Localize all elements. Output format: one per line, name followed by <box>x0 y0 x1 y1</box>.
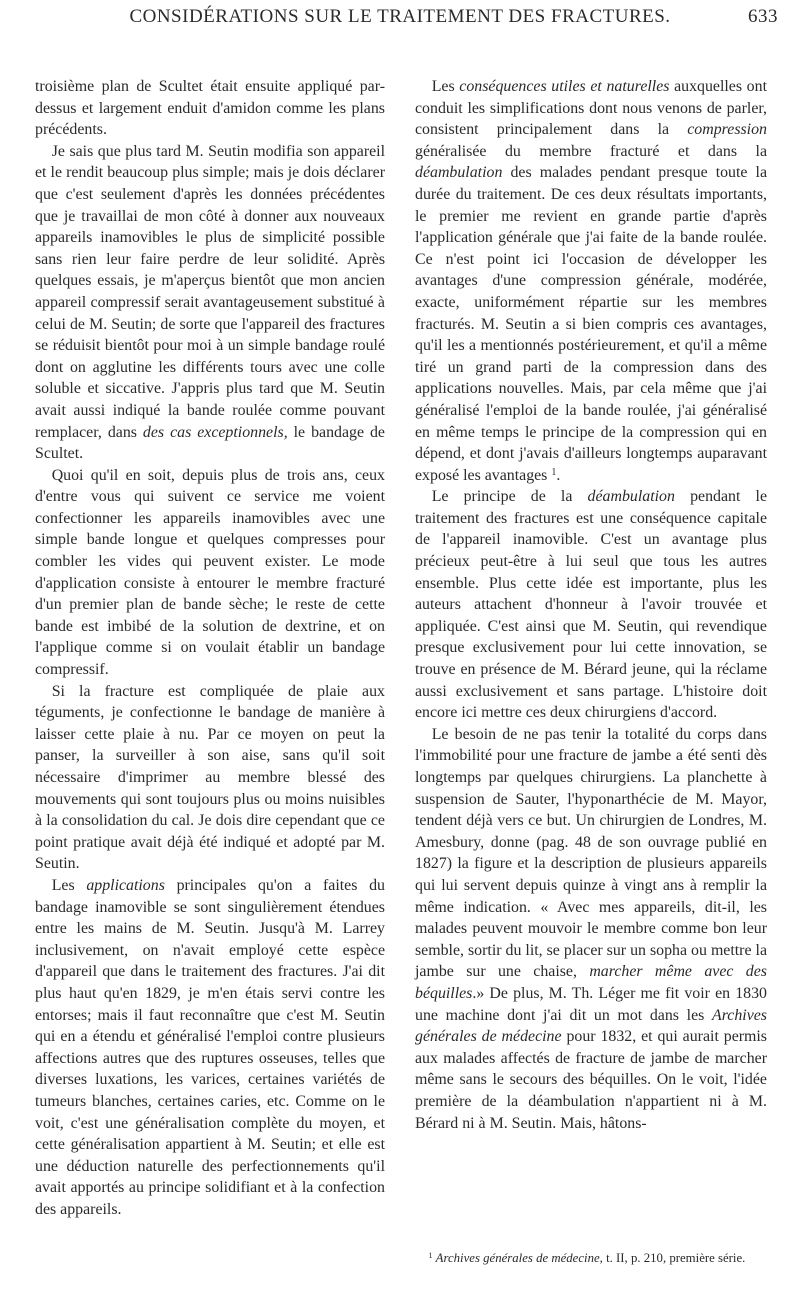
italic-text: Archives générales de médecine, <box>435 1251 603 1265</box>
paragraph-text: Quoi qu'il en soit, depuis plus de trois ans, ceux d'entre vous qui suivent ce service me voient confectionner les appareils inamovibles avec une simple bande longue et quelques compresses pour combler les vides qui peuvent exister. Le mode d'application consiste à entourer le membre fracturé d'un premier plan de bande sèche; le reste de cette bande est imbibé de la solution de dextrine, et on l'applique comme si on voulait établir un bandage compressif. <box>35 466 385 679</box>
page-number: 633 <box>748 6 778 27</box>
italic-text: marcher même avec des béquilles <box>415 963 767 1002</box>
paragraph-text: généralisée du membre fracturé et dans la <box>415 142 767 160</box>
paragraph-text: Je sais que plus tard M. Seutin modifia son appareil et le rendit beaucoup plus simple; mais je dois déclarer que c'est seulement d'après les données précédentes que je travaillai de mon côté à donner aux nouveaux appareils inamovibles le plus de simplicité possible sans rien leur faire perdre de leur solidité. Après quelques essais, je m'aperçus bientôt que mon ancien appareil compressif serait avantageusement substitué à celui de M. Seutin; de sorte que l'appareil des fractures se réduisit bientôt pour moi à un simple bandage roulé dont on agglutine les différents tours avec une colle soluble et siccative. J'appris plus tard que M. Seutin avait aussi indiqué la bande roulée comme pouvant remplacer, dans <box>35 142 385 441</box>
paragraph-text: Les <box>431 78 460 95</box>
paragraph <box>415 724 767 1134</box>
italic-text: déambulation <box>415 164 503 182</box>
footnote-reference: 1 <box>551 466 557 478</box>
italic-text: des cas exceptionnels, <box>142 423 288 441</box>
footnote-text <box>415 1249 767 1267</box>
running-title: CONSIDÉRATIONS SUR LE TRAITEMENT DES FRACTURES. <box>129 6 671 27</box>
paragraph-text: principales qu'on a faites du bandage inamovible se sont singulièrement étendues entre les mains de M. Seutin. Jusqu'à M. Larrey inclusivement, on n'avait employé cette espèce d'appareil que dans le traitement des fractures. J'ai dit plus haut qu'en 1829, je m'en étais servi contre les entorses; mais il faut reconnaître que c'est M. Seutin qui en a étendu et généralisé l'emploi contre plusieurs affections autres que des ruptures osseuses, telles que diverses luxations, les varices, certaines variétés de tumeurs blanches, certaines caries, etc. Comme on le voit, c'est une généralisation complète du moyen, et cette généralisation appartient à M. Seutin; et elle est une déduction naturelle des perfectionnements qu'il avait apportés au principe solidifiant et à la confection des appareils. <box>35 876 385 1218</box>
paragraph-text: Le besoin de ne pas tenir la totalité du corps dans l'immobilité pour une fracture de jambe a été senti dès longtemps par quelques chirurgiens. La planchette à suspension de Sauter, l'hyponarthécie de M. Mayor, tendent déjà vers ce but. Un chirurgien de Londres, M. Amesbury, donne (pag. 48 de son ouvrage publié en 1827) la figure et la description de plusieurs appareils qui lui servent depuis quinze à vingt ans à remplir la même indication. « Avec mes appareils, dit-il, les malades peuvent mouvoir le membre comme bon leur semble, sortir du lit, se placer sur un sopha ou mettre la jambe sur une chaise, <box>415 725 767 981</box>
paragraph-text: pendant le traitement des fractures est une conséquence capitale de l'appareil inamovible. C'est un avantage plus précieux peut-être à lui seul que tous les autres ensemble. Plus cette idée est importante, plus les auteurs attachent d'honneur à l'avoir trouvée et appliquée. C'est ainsi que M. Seutin, qui revendique presque exclusivement pour lui cette innovation, se trouve en présence de M. Bérard jeune, qui la réclame aussi exclusivement et sans partage. L'histoire doit encore ici mettre ces deux chirurgiens d'accord. <box>415 488 768 722</box>
left-column <box>35 76 385 1220</box>
right-column <box>415 76 767 1134</box>
paragraph <box>35 76 385 141</box>
paragraph-text: . <box>556 466 561 484</box>
paragraph <box>415 76 767 486</box>
paragraph-text: le bandage de Scultet. <box>35 423 385 463</box>
paragraph-text: Les <box>51 876 87 894</box>
paragraph-text: des malades pendant presque toute la durée du traitement. De ces deux résultats importants, le premier me revient en grande partie d'après l'application générale que j'ai faite de la bande roulée. Ce n'est point ici l'occasion de développer les avantages d'une compression générale, modérée, exacte, uniformément répartie sur les membres fracturés. M. Seutin a si bien compris ces avantages, qu'il les a mentionnés postérieurement, et qu'il a même tiré un grand parti de la compression dans des applications nouvelles. Mais, par cela même que j'ai généralisé l'emploi de la bande roulée, j'ai généralisé en même temps le principe de la compression qui en dépend, et dont j'avais d'ailleurs longtemps auparavant exposé les avantages <box>415 164 767 484</box>
paragraph-text: auxquelles ont conduit les simplifications dont nous venons de parler, consistent principalement dans la <box>415 78 767 139</box>
paragraph-text: Le principe de la <box>431 488 588 506</box>
paragraph <box>415 486 767 724</box>
italic-text: Archives générales de médecine <box>415 1006 767 1046</box>
paragraph-text: troisième plan de Scultet était ensuite appliqué par-dessus et largement enduit d'amidon comme les plans précédents. <box>35 78 385 139</box>
running-header <box>18 6 782 46</box>
italic-text: conséquences utiles et naturelles <box>459 78 670 95</box>
paragraph-text: pour 1832, et qui aurait permis aux malades affectés de fracture de jambe de marcher même sans le secours des béquilles. On le voit, l'idée première de la déambulation n'appartient ni à M. Bérard ni à M. Seutin. Mais, hâtons- <box>415 1028 767 1132</box>
paragraph <box>35 681 385 875</box>
paragraph <box>35 875 385 1221</box>
italic-text: déambulation <box>587 488 675 506</box>
paragraph <box>35 141 385 465</box>
footnote-mark: 1 <box>428 1251 433 1260</box>
paragraph-text: Si la fracture est compliquée de plaie aux téguments, je confectionne le bandage de manière à laisser cette plaie à nu. Par ce moyen on peut la panser, la surveiller à son aise, sans qu'il soit nécessaire d'imprimer au membre blessé des mouvements qui sont toujours plus ou moins nuisibles à la consolidation du cal. Je dois dire cependant que ce point pratique avait déjà été indiqué et adopté par M. Seutin. <box>35 682 385 873</box>
italic-text: applications <box>86 876 165 894</box>
italic-text: compression <box>687 121 767 139</box>
footnote-body: t. II, p. 210, première série. <box>602 1251 746 1265</box>
footnote <box>415 1249 767 1267</box>
paragraph <box>35 465 385 681</box>
paragraph-text: .» De plus, M. Th. Léger me fit voir en 1830 une machine dont j'ai dit un mot dans les <box>415 984 767 1024</box>
